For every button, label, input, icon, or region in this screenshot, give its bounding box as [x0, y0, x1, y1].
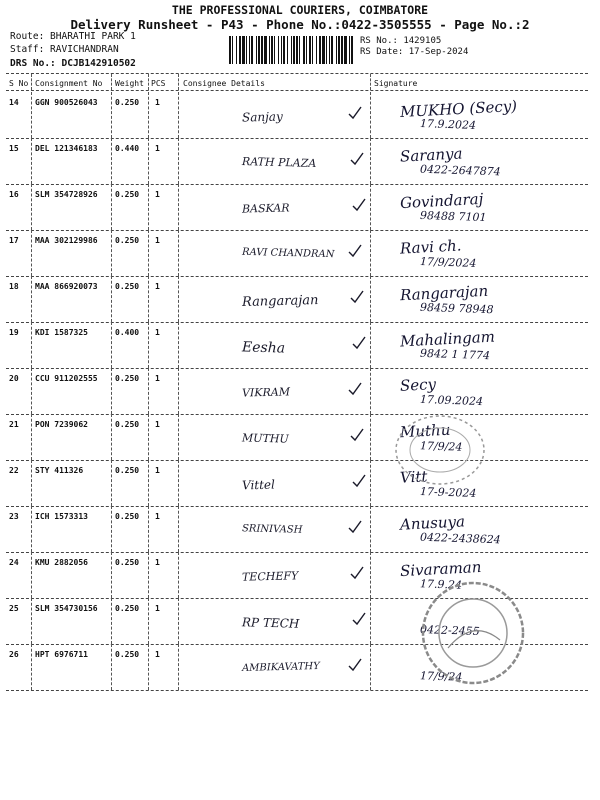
check-mark-icon — [348, 658, 362, 672]
col-sep — [31, 368, 32, 414]
check-mark-icon — [348, 106, 362, 120]
row-sno: 24 — [9, 558, 19, 567]
check-mark-icon — [352, 612, 366, 626]
col-sep — [111, 322, 112, 368]
signature-line: Govindaraj — [399, 189, 484, 213]
round-stamp-seal — [418, 578, 528, 688]
row-consignment: SLM 354730156 — [35, 604, 98, 613]
drs-value: DCJB142910502 — [61, 58, 136, 69]
row-rule — [6, 276, 588, 277]
row-rule — [6, 184, 588, 185]
signature-line: MUKHO (Secy) — [399, 96, 518, 122]
col-sep — [370, 230, 371, 276]
row-rule — [6, 506, 588, 507]
consignee-handwriting: RATH PLAZA — [241, 155, 317, 170]
signature-contact: 17.09.2024 — [419, 392, 484, 409]
row-pcs: 1 — [155, 328, 160, 337]
col-sep — [148, 414, 149, 460]
row-sno: 25 — [9, 604, 19, 613]
row-consignment: SLM 354728926 — [35, 190, 98, 199]
row-pcs: 1 — [155, 650, 160, 659]
signature-line: Saranya — [399, 144, 463, 166]
signature-contact: 17.9.24 — [419, 577, 463, 592]
consignee-handwriting: AMBIKAVATHY — [241, 660, 320, 675]
col-sep — [148, 184, 149, 230]
col-sep — [178, 92, 179, 138]
row-pcs: 1 — [155, 190, 160, 199]
col-sep — [148, 74, 149, 90]
runsheet-title: Delivery Runsheet - P43 - Phone No.:0422-3505555 - Page No.:2 — [70, 17, 530, 32]
col-sep — [148, 460, 149, 506]
consignee-handwriting: Vittel — [241, 477, 276, 493]
col-sep — [370, 644, 371, 690]
faded-stamp — [392, 410, 488, 490]
check-mark-icon — [350, 428, 364, 442]
col-sep — [31, 644, 32, 690]
col-sep — [148, 92, 149, 138]
signature-line: Rangarajan — [399, 281, 489, 305]
col-sep — [111, 598, 112, 644]
col-pcs: PCS — [151, 79, 166, 88]
row-weight: 0.250 — [115, 558, 140, 567]
row-sno: 20 — [9, 374, 19, 383]
col-sep — [148, 368, 149, 414]
col-sep — [370, 74, 371, 90]
signature-contact: 0422-2647874 — [419, 162, 501, 179]
row-sno: 26 — [9, 650, 19, 659]
col-sep — [178, 644, 179, 690]
col-sep — [370, 460, 371, 506]
row-rule — [6, 322, 588, 323]
header-top-rule — [6, 73, 588, 74]
signature-contact: 17/9/24 — [419, 669, 463, 684]
row-weight: 0.400 — [115, 328, 140, 337]
consignee-handwriting: VIKRAM — [241, 385, 291, 400]
col-sep — [148, 644, 149, 690]
col-sep — [111, 460, 112, 506]
row-rule — [6, 138, 588, 139]
check-mark-icon — [350, 152, 364, 166]
col-sep — [370, 138, 371, 184]
col-sep — [178, 276, 179, 322]
col-sep — [148, 230, 149, 276]
consignee-handwriting: MUTHU — [241, 431, 289, 446]
col-sep — [178, 598, 179, 644]
check-mark-icon — [348, 382, 362, 396]
consignee-handwriting: TECHEFY — [241, 569, 299, 584]
col-sep — [111, 230, 112, 276]
col-sep — [370, 598, 371, 644]
row-sno: 14 — [9, 98, 19, 107]
row-consignment: GGN 900526043 — [35, 98, 98, 107]
row-consignment: PON 7239062 — [35, 420, 88, 429]
row-weight: 0.250 — [115, 420, 140, 429]
row-weight: 0.250 — [115, 512, 140, 521]
col-consignee: Consignee Details — [183, 79, 265, 88]
col-sep — [370, 368, 371, 414]
row-sno: 17 — [9, 236, 19, 245]
col-consignment: Consignment No — [35, 79, 103, 88]
row-weight: 0.250 — [115, 282, 140, 291]
check-mark-icon — [352, 198, 366, 212]
check-mark-icon — [350, 566, 364, 580]
signature-line: Anusuya — [399, 512, 466, 534]
row-rule — [6, 690, 588, 691]
row-sno: 19 — [9, 328, 19, 337]
col-sep — [31, 230, 32, 276]
row-pcs: 1 — [155, 374, 160, 383]
check-mark-icon — [352, 474, 366, 488]
col-sep — [178, 184, 179, 230]
row-consignment: KDI 1587325 — [35, 328, 88, 337]
row-rule — [6, 414, 588, 415]
col-sno: S No — [9, 79, 29, 88]
col-sep — [370, 322, 371, 368]
col-sep — [370, 276, 371, 322]
col-sep — [31, 276, 32, 322]
check-mark-icon — [348, 244, 362, 258]
staff-label: Staff: RAVICHANDRAN — [10, 44, 119, 55]
row-weight: 0.250 — [115, 650, 140, 659]
row-consignment: STY 411326 — [35, 466, 84, 475]
row-weight: 0.250 — [115, 236, 140, 245]
col-sep — [111, 276, 112, 322]
row-consignment: KMU 2882056 — [35, 558, 88, 567]
col-sep — [111, 92, 112, 138]
signature-contact: 98459 78948 — [419, 300, 494, 317]
signature-contact: 17-9-2024 — [419, 485, 477, 500]
signature-line: Muthu — [399, 420, 451, 442]
col-sep — [148, 506, 149, 552]
row-pcs: 1 — [155, 466, 160, 475]
col-sep — [148, 276, 149, 322]
consignee-handwriting: RP TECH — [241, 615, 300, 631]
row-weight: 0.250 — [115, 190, 140, 199]
col-sep — [148, 138, 149, 184]
consignee-handwriting: RAVI CHANDRAN — [241, 246, 335, 261]
col-sep — [111, 368, 112, 414]
signature-line: Sivaraman — [399, 557, 482, 581]
consignee-handwriting: Eesha — [241, 339, 286, 357]
row-consignment: CCU 911202555 — [35, 374, 98, 383]
col-sep — [178, 460, 179, 506]
header-bottom-rule — [6, 90, 588, 91]
row-rule — [6, 368, 588, 369]
drs-label: DRS No.: — [10, 58, 56, 69]
signature-line: Ravi ch. — [399, 236, 462, 258]
row-sno: 23 — [9, 512, 19, 521]
col-weight: Weight — [115, 79, 144, 88]
col-sep — [148, 552, 149, 598]
barcode-graphic — [229, 36, 355, 64]
col-sep — [178, 138, 179, 184]
row-sno: 18 — [9, 282, 19, 291]
col-sep — [370, 552, 371, 598]
row-weight: 0.250 — [115, 604, 140, 613]
row-consignment: MAA 302129986 — [35, 236, 98, 245]
check-mark-icon — [348, 520, 362, 534]
col-sep — [178, 506, 179, 552]
check-mark-icon — [352, 336, 366, 350]
signature-contact: 9842 1 1774 — [419, 346, 491, 363]
row-sno: 16 — [9, 190, 19, 199]
col-sep — [370, 506, 371, 552]
consignee-handwriting: Rangarajan — [241, 293, 319, 310]
row-pcs: 1 — [155, 420, 160, 429]
col-sep — [111, 414, 112, 460]
col-sep — [111, 644, 112, 690]
row-consignment: HPT 6976711 — [35, 650, 88, 659]
signature-contact: 17.9.2024 — [419, 117, 477, 132]
consignee-handwriting: SRINIVASH — [241, 523, 303, 536]
col-sep — [31, 184, 32, 230]
col-sep — [178, 368, 179, 414]
col-sep — [31, 414, 32, 460]
col-sep — [31, 460, 32, 506]
col-sep — [111, 74, 112, 90]
row-rule — [6, 552, 588, 553]
drs-number — [10, 58, 136, 69]
row-pcs: 1 — [155, 282, 160, 291]
col-sep — [31, 506, 32, 552]
row-pcs: 1 — [155, 236, 160, 245]
row-sno: 15 — [9, 144, 19, 153]
row-rule — [6, 460, 588, 461]
row-weight: 0.250 — [115, 98, 140, 107]
signature-contact: 17/9/2024 — [419, 255, 477, 270]
row-pcs: 1 — [155, 604, 160, 613]
signature-contact: 0422-2455 — [419, 622, 480, 639]
col-sep — [370, 414, 371, 460]
row-sno: 21 — [9, 420, 19, 429]
row-consignment: MAA 866920073 — [35, 282, 98, 291]
col-sep — [178, 552, 179, 598]
col-sep — [31, 92, 32, 138]
signature-line: Secy — [399, 375, 437, 395]
row-pcs: 1 — [155, 558, 160, 567]
row-consignment: ICH 1573313 — [35, 512, 88, 521]
signature-contact: 17/9/24 — [419, 439, 463, 454]
col-sep — [111, 184, 112, 230]
col-sep — [148, 322, 149, 368]
row-weight: 0.250 — [115, 466, 140, 475]
signature-line: Mahalingam — [399, 327, 496, 351]
col-sep — [31, 322, 32, 368]
col-sep — [178, 414, 179, 460]
rs-date: RS Date: 17-Sep-2024 — [360, 47, 469, 57]
signature-contact: 98488 7101 — [419, 208, 487, 225]
col-sep — [31, 598, 32, 644]
row-rule — [6, 230, 588, 231]
signature-line: Vitt — [399, 467, 428, 487]
row-pcs: 1 — [155, 98, 160, 107]
row-weight: 0.250 — [115, 374, 140, 383]
col-sep — [31, 74, 32, 90]
row-consignment: DEL 121346183 — [35, 144, 98, 153]
col-sep — [111, 552, 112, 598]
col-sep — [111, 506, 112, 552]
col-sep — [178, 322, 179, 368]
col-sep — [370, 184, 371, 230]
row-sno: 22 — [9, 466, 19, 475]
consignee-handwriting: BASKAR — [241, 201, 290, 216]
route-label: Route: BHARATHI PARK 1 — [10, 31, 136, 42]
row-pcs: 1 — [155, 144, 160, 153]
row-weight: 0.440 — [115, 144, 140, 153]
col-sep — [31, 138, 32, 184]
col-sep — [178, 230, 179, 276]
company-title: THE PROFESSIONAL COURIERS, COIMBATORE — [171, 3, 429, 17]
row-pcs: 1 — [155, 512, 160, 521]
col-signature: Signature — [374, 79, 418, 88]
col-sep — [178, 74, 179, 90]
consignee-handwriting: Sanjay — [241, 109, 283, 125]
col-sep — [370, 92, 371, 138]
check-mark-icon — [350, 290, 364, 304]
col-sep — [148, 598, 149, 644]
col-sep — [31, 552, 32, 598]
signature-contact: 0422-2438624 — [419, 530, 501, 547]
rs-number: RS No.: 1429105 — [360, 36, 442, 46]
col-sep — [111, 138, 112, 184]
